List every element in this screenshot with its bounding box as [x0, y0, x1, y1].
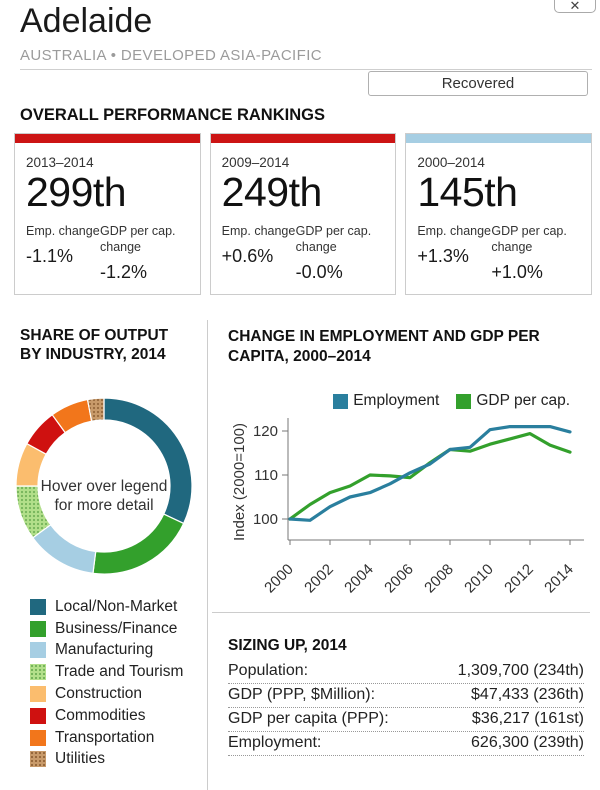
sizing-table	[228, 660, 584, 756]
series-swatch	[333, 394, 348, 409]
legend-item[interactable]	[30, 683, 183, 705]
sizing-row-value: 1,309,700 (234th)	[457, 662, 584, 679]
gdp-change-value: +1.0%	[491, 262, 543, 283]
donut-slice[interactable]	[93, 514, 184, 574]
card-rank: 145th	[417, 169, 518, 215]
y-axis-label: Index (2000=100)	[231, 422, 248, 542]
ranking-card	[210, 133, 397, 295]
x-tick-label: 2000	[261, 560, 297, 597]
recovered-status-button[interactable]: Recovered	[368, 71, 588, 96]
x-tick-label: 2012	[501, 560, 537, 597]
sizing-row	[228, 660, 584, 684]
emp-change-value: +0.6%	[221, 246, 274, 267]
legend-item[interactable]	[30, 727, 183, 749]
x-tick-label: 2008	[421, 560, 457, 597]
card-period: 2000–2014	[417, 155, 485, 170]
ranking-card	[14, 133, 201, 295]
sizing-row-value: $36,217 (161st)	[471, 710, 584, 727]
emp-change-value: +1.3%	[417, 246, 469, 267]
y-tick-label: 100	[252, 511, 278, 528]
card-color-bar	[406, 134, 591, 143]
y-tick-label: 120	[252, 423, 278, 440]
series-swatch	[456, 394, 471, 409]
emp-change-value: -1.1%	[26, 246, 74, 267]
sizing-row-label: Population:	[228, 662, 309, 679]
sizing-section-title: SIZING UP, 2014	[228, 637, 347, 654]
sizing-row-value: $47,433 (236th)	[471, 686, 584, 703]
legend-label: Business/Finance	[55, 619, 178, 637]
donut-slice[interactable]	[33, 525, 96, 574]
legend-label: Commodities	[55, 706, 146, 724]
industry-legend	[30, 596, 183, 770]
series-line-employment	[290, 427, 570, 521]
series-label: Employment	[353, 392, 440, 409]
legend-label: Construction	[55, 685, 143, 703]
emp-change-label: Emp. change	[221, 224, 296, 239]
sizing-row-label: Employment:	[228, 734, 322, 751]
gdp-change-label: GDP per cap. change	[491, 224, 567, 255]
legend-swatch	[30, 708, 46, 724]
sizing-divider	[212, 612, 590, 613]
industry-donut-chart	[8, 390, 200, 582]
employment-gdp-line-chart	[228, 410, 592, 602]
line-chart-legend	[228, 392, 586, 410]
x-tick-label: 2006	[381, 560, 417, 597]
card-color-bar	[15, 134, 200, 143]
legend-swatch	[30, 599, 46, 615]
legend-label: Manufacturing	[55, 641, 154, 659]
x-tick-label: 2014	[541, 560, 577, 597]
close-button[interactable]: ✕	[554, 0, 596, 13]
sizing-row-label: GDP per capita (PPP):	[228, 710, 389, 727]
legend-item[interactable]	[30, 661, 183, 683]
sizing-row	[228, 684, 584, 708]
page-title: Adelaide	[20, 2, 153, 40]
legend-item[interactable]	[30, 618, 183, 640]
series-legend-item[interactable]	[456, 392, 570, 410]
card-period: 2013–2014	[26, 155, 94, 170]
legend-label: Transportation	[55, 728, 155, 746]
y-tick-label: 110	[254, 467, 278, 484]
emp-change-label: Emp. change	[417, 224, 492, 239]
emp-title-line1: CHANGE IN EMPLOYMENT AND GDP PER	[228, 328, 540, 345]
sizing-row-label: GDP (PPP, $Million):	[228, 686, 376, 703]
x-tick-label: 2010	[461, 560, 497, 597]
gdp-change-label: GDP per cap. change	[100, 224, 176, 255]
emp-change-label: Emp. change	[26, 224, 100, 239]
series-label: GDP per cap.	[476, 392, 570, 409]
employment-section-title	[228, 327, 590, 367]
legend-label: Utilities	[55, 750, 105, 768]
gdp-change-value: -0.0%	[295, 262, 343, 283]
ranking-card	[405, 133, 592, 295]
share-section-title	[20, 326, 168, 364]
gdp-change-value: -1.2%	[100, 262, 148, 283]
column-divider	[207, 320, 208, 790]
legend-swatch	[30, 621, 46, 637]
card-rank: 249th	[221, 169, 322, 215]
legend-swatch	[30, 642, 46, 658]
card-rank: 299th	[26, 169, 127, 215]
card-color-bar	[211, 134, 396, 143]
x-tick-label: 2004	[341, 560, 377, 597]
legend-swatch	[30, 751, 46, 767]
sizing-row	[228, 732, 584, 756]
legend-item[interactable]	[30, 749, 183, 771]
rankings-section-title: OVERALL PERFORMANCE RANKINGS	[20, 106, 325, 124]
legend-label: Trade and Tourism	[55, 663, 184, 681]
sizing-row-value: 626,300 (239th)	[471, 734, 584, 751]
ranking-cards	[14, 133, 592, 295]
share-title-line2: BY INDUSTRY, 2014	[20, 346, 166, 363]
legend-swatch	[30, 686, 46, 702]
series-legend-item[interactable]	[333, 392, 439, 410]
share-title-line1: SHARE OF OUTPUT	[20, 327, 169, 344]
header-divider	[20, 69, 592, 70]
legend-label: Local/Non-Market	[55, 597, 178, 615]
x-tick-label: 2002	[301, 560, 337, 597]
legend-item[interactable]	[30, 705, 183, 727]
legend-item[interactable]	[30, 640, 183, 662]
card-period: 2009–2014	[221, 155, 290, 170]
region-subtitle: AUSTRALIA • DEVELOPED ASIA-PACIFIC	[20, 47, 322, 64]
legend-swatch	[30, 730, 46, 746]
donut-center-text: Hover over legend for more detail	[40, 478, 168, 514]
sizing-row	[228, 708, 584, 732]
gdp-change-label: GDP per cap. change	[295, 224, 372, 255]
legend-item[interactable]	[30, 596, 183, 618]
legend-swatch	[30, 664, 46, 680]
emp-title-line2: CAPITA, 2000–2014	[228, 348, 371, 365]
